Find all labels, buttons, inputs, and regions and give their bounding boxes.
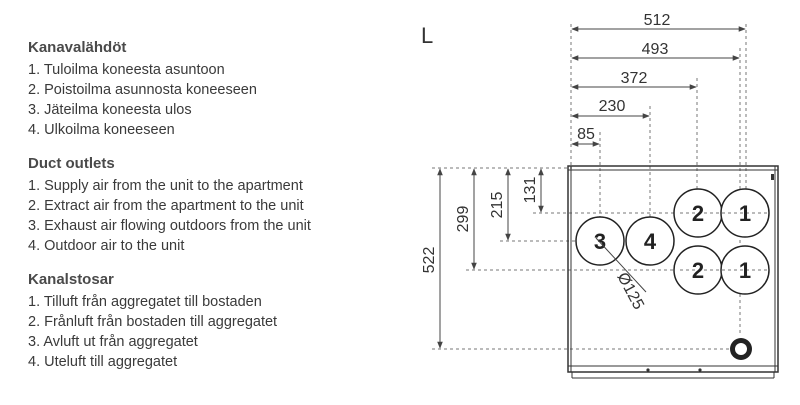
dim-230: 230 <box>598 98 626 115</box>
section-heading: Duct outlets <box>28 155 115 172</box>
dim-372: 372 <box>620 70 648 87</box>
list-item: 2. Frånluft från bostaden till aggregatet <box>28 314 278 330</box>
dim-493: 493 <box>641 41 669 58</box>
outlet-number-1-upper: 1 <box>738 201 752 226</box>
dim-215: 215 <box>489 191 506 219</box>
condensate-outlet <box>730 338 752 360</box>
outlet-number-3: 3 <box>593 229 607 254</box>
list-item: 1. Tilluft från aggregatet till bostaden <box>28 294 262 310</box>
list-item: 4. Outdoor air to the unit <box>28 238 185 254</box>
variant-label: L <box>421 23 434 48</box>
list-item: 3. Jäteilma koneesta ulos <box>28 102 192 118</box>
list-item: 1. Tuloilma koneesta asuntoon <box>28 62 225 78</box>
list-item: 3. Avluft ut från aggregatet <box>28 334 198 350</box>
list-item: 4. Uteluft till aggregatet <box>28 354 178 370</box>
unit-feet <box>646 368 701 371</box>
list-item: 1. Supply air from the unit to the apartment <box>28 178 303 194</box>
side-tab <box>771 174 774 180</box>
outlet-number-1-lower: 1 <box>738 258 752 283</box>
dim-299: 299 <box>455 205 472 233</box>
dim-85: 85 <box>577 126 595 143</box>
section-heading: Kanalstosar <box>28 271 114 288</box>
dim-131: 131 <box>522 176 539 204</box>
dim-522: 522 <box>421 246 438 274</box>
outlet-number-2-upper: 2 <box>691 201 705 226</box>
vertical-extension-lines <box>571 24 746 335</box>
dim-512: 512 <box>643 12 671 29</box>
diameter-label: Ø125 <box>613 269 647 313</box>
list-item: 2. Extract air from the apartment to the unit <box>28 198 304 214</box>
list-item: 4. Ulkoilma koneeseen <box>28 122 175 138</box>
list-item: 2. Poistoilma asunnosta koneeseen <box>28 82 257 98</box>
section-heading: Kanavalähdöt <box>28 39 127 56</box>
list-item: 3. Exhaust air flowing outdoors from the unit <box>28 218 311 234</box>
outlet-number-2-lower: 2 <box>691 258 705 283</box>
outlet-number-4: 4 <box>643 229 657 254</box>
